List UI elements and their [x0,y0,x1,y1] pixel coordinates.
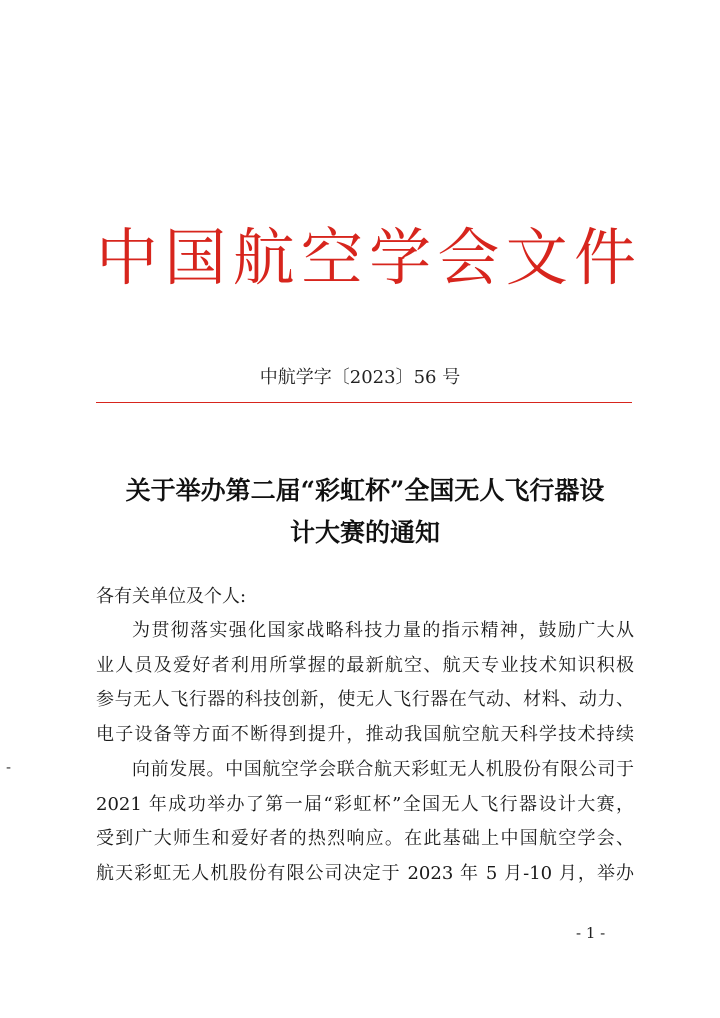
body-line: 电子设备等方面不断得到提升，推动我国航空航天科学技术持续 [96,724,634,746]
notice-title [92,470,638,554]
margin-mark: - [6,760,12,776]
page-number: - 1 - [576,924,606,942]
body-line: 向前发展。中国航空学会联合航天彩虹无人机股份有限公司于 [132,758,634,780]
salutation: 各有关单位及个人: [96,586,247,607]
red-divider-line [96,402,632,403]
document-header-title: 中国航空学会文件 [96,221,636,294]
body-line: 为贯彻落实强化国家战略科技力量的指示精神，鼓励广大从 [132,620,634,641]
document-number: 中航学字〔2023〕56 号 [259,367,461,388]
body-line: 受到广大师生和爱好者的热烈响应。在此基础上中国航空学会、 [96,828,634,850]
notice-title-line-2: 计大赛的通知 [289,518,440,547]
body-line: 航天彩虹无人机股份有限公司决定于 2023 年 5 月-10 月，举办 [96,862,634,884]
body-line: 2021 年成功举办了第一届“彩虹杯”全国无人飞行器设计大赛， [96,793,634,815]
notice-title-line-1: 关于举办第二届“彩虹杯”全国无人飞行器设 [125,476,605,505]
body-paragraph [96,614,634,892]
body-line: 业人员及爱好者利用所掌握的最新航空、航天专业技术知识积极 [96,654,634,676]
body-line: 参与无人飞行器的科技创新，使无人飞行器在气动、材料、动力、 [96,689,634,711]
